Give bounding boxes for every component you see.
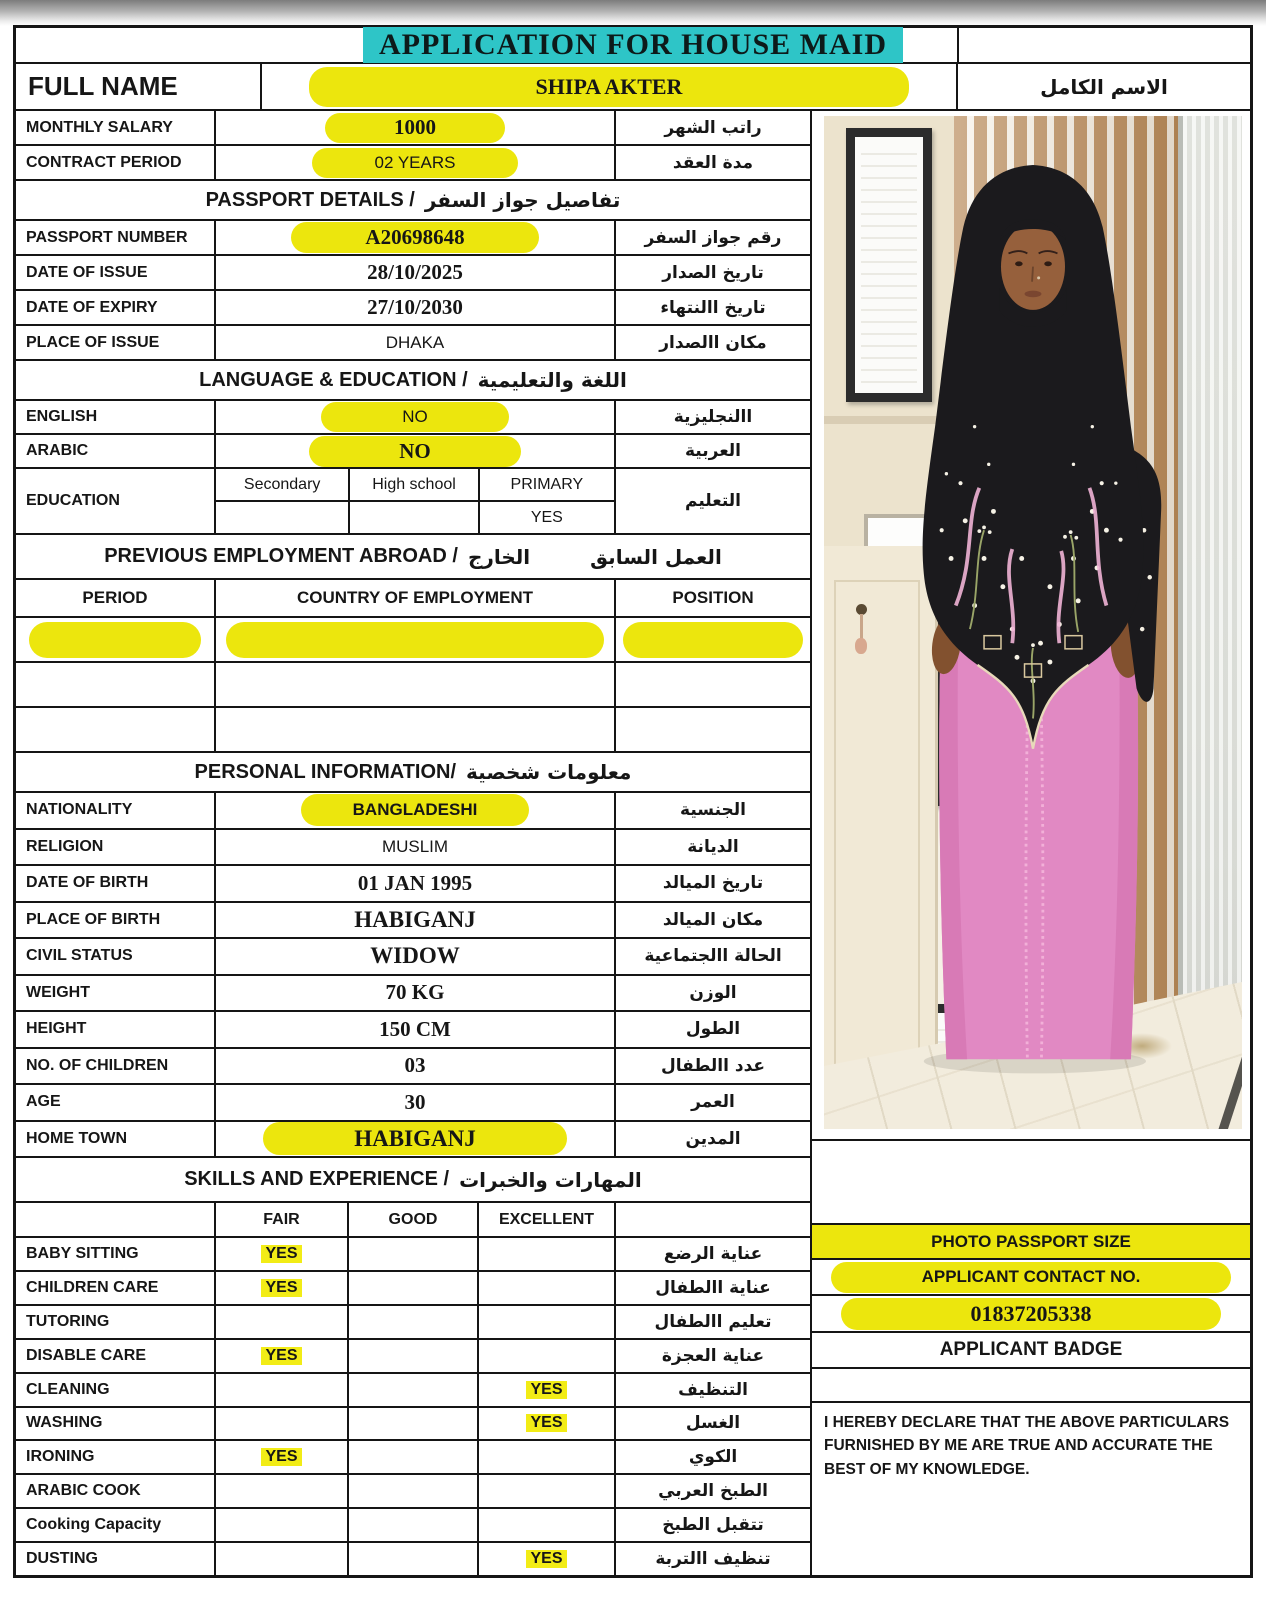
- arabic-label: ARABIC: [26, 442, 89, 459]
- date-of-birth-arabic: تاريخ الميالد: [662, 873, 764, 894]
- education-secondary-answer: [216, 502, 348, 533]
- personal-information-header-ar: معلومات شخصية: [466, 760, 632, 784]
- date-of-issue-arabic: تاريخ الصدار: [662, 262, 764, 283]
- religion-arabic: الديانة: [687, 836, 739, 857]
- passport-number-arabic: رقم جواز السفر: [644, 227, 782, 248]
- arabic-value-highlight: NO: [309, 436, 521, 467]
- home-town-arabic-cell: [614, 1122, 810, 1157]
- previous-employment-header-ar1: الخارج: [467, 544, 531, 569]
- place-of-issue-arabic-cell: [614, 326, 810, 359]
- washing-fair: [214, 1408, 347, 1440]
- baby-sitting-fair: YES: [261, 1245, 301, 1263]
- height-value: 150 CM: [214, 1012, 614, 1047]
- row-cooking-capacity: [16, 1509, 810, 1543]
- country-blank-highlight: [226, 622, 604, 658]
- row-civil-status: [16, 939, 810, 976]
- tutoring-arabic: تعليم االطفال: [654, 1311, 772, 1332]
- row-arabic-cook: [16, 1475, 810, 1509]
- washing-arabic: الغسل: [685, 1413, 741, 1434]
- column-excellent: EXCELLENT: [477, 1203, 614, 1236]
- cooking-capacity-good: [347, 1509, 477, 1541]
- row-place-of-birth: [16, 903, 810, 940]
- row-date-of-expiry: [16, 291, 810, 326]
- dusting-excellent: YES: [526, 1550, 566, 1568]
- date-of-birth-label: DATE OF BIRTH: [26, 874, 149, 892]
- previous-employment-row-2: [16, 663, 810, 708]
- full-name-arabic: الاسم الكامل: [1040, 74, 1168, 99]
- contract-period-value-highlight: 02 YEARS: [312, 148, 518, 178]
- column-position: POSITION: [614, 580, 810, 616]
- age-label: AGE: [26, 1093, 61, 1111]
- row-place-of-issue: [16, 326, 810, 361]
- place-of-birth-label: PLACE OF BIRTH: [26, 910, 161, 928]
- row-date-of-issue: [16, 256, 810, 291]
- date-of-expiry-label: DATE OF EXPIRY: [26, 298, 158, 316]
- english-arabic-cell: [614, 401, 810, 433]
- disable-care-fair: YES: [261, 1347, 301, 1365]
- personal-information-header-en: PERSONAL INFORMATION/: [194, 760, 457, 783]
- civil-status-arabic: الحالة االجتماعية: [644, 946, 782, 967]
- language-education-header: [16, 361, 810, 401]
- passport-details-header: [16, 181, 810, 221]
- monthly-salary-arabic-cell: [614, 111, 810, 144]
- row-arabic: [16, 435, 810, 469]
- application-form-sheet: [13, 25, 1253, 1578]
- column-period: PERIOD: [82, 588, 148, 607]
- row-contract-period: [16, 146, 810, 181]
- civil-status-arabic-cell: [614, 939, 810, 974]
- previous-employment-columns: [16, 580, 810, 618]
- skills-columns-blank: [16, 1203, 214, 1236]
- full-name-arabic-cell: [956, 64, 1250, 109]
- photo-gap-cell: [812, 1141, 1250, 1225]
- declaration-text: I HEREBY DECLARE THAT THE ABOVE PARTICULARS FURNISHED BY ME ARE TRUE AND ACCURATE THE BEST OF MY KNOWLEDGE.: [824, 1414, 1230, 1478]
- row-height: [16, 1012, 810, 1049]
- baby-sitting-good: [347, 1238, 477, 1270]
- date-of-expiry-arabic: تاريخ االنتهاء: [660, 297, 766, 318]
- row-cleaning: [16, 1374, 810, 1408]
- row-date-of-birth: [16, 866, 810, 903]
- children-arabic: عدد االطفال: [660, 1055, 766, 1076]
- place-of-birth-value: HABIGANJ: [214, 903, 614, 938]
- passport-number-value-highlight: A20698648: [291, 222, 539, 253]
- weight-label: WEIGHT: [26, 983, 90, 1001]
- home-town-value-highlight: HABIGANJ: [263, 1122, 567, 1155]
- baby-sitting-label: BABY SITTING: [26, 1244, 139, 1262]
- education-highschool-answer: [348, 502, 477, 533]
- nationality-value-highlight: BANGLADESHI: [301, 794, 529, 826]
- row-children: [16, 1049, 810, 1086]
- children-care-label: CHILDREN CARE: [26, 1278, 159, 1296]
- education-secondary: Secondary: [243, 475, 321, 493]
- applicant-photo: [824, 116, 1242, 1129]
- arabic-cook-label: ARABIC COOK: [26, 1482, 141, 1500]
- children-care-arabic: عناية االطفال: [655, 1277, 771, 1298]
- age-value: 30: [214, 1085, 614, 1120]
- english-value-highlight: NO: [321, 402, 509, 432]
- arabic-arabic-cell: [614, 435, 810, 467]
- language-education-header-en: LANGUAGE & EDUCATION /: [199, 368, 468, 391]
- row-monthly-salary: [16, 111, 810, 146]
- dusting-arabic: تنظيف االتربة: [655, 1549, 771, 1570]
- cooking-capacity-label: Cooking Capacity: [26, 1516, 162, 1534]
- cleaning-good: [347, 1374, 477, 1406]
- form-body: [16, 111, 1250, 1575]
- weight-value: 70 KG: [214, 976, 614, 1011]
- nationality-arabic: الجنسية: [680, 800, 746, 821]
- cleaning-label: CLEANING: [26, 1380, 110, 1398]
- education-arabic-cell: [614, 469, 810, 533]
- previous-employment-header-ar2: العمل السابق: [590, 544, 722, 569]
- contract-period-arabic: مدة العقد: [672, 152, 754, 173]
- ironing-label: IRONING: [26, 1448, 95, 1466]
- date-of-birth-arabic-cell: [614, 866, 810, 901]
- scan-top-shadow: [0, 0, 1266, 26]
- civil-status-label: CIVIL STATUS: [26, 947, 133, 965]
- english-arabic: االنجليزية: [673, 407, 753, 427]
- badge-gap-cell: [812, 1369, 1250, 1403]
- row-passport-number: [16, 221, 810, 256]
- applicant-figure: [824, 116, 1242, 1082]
- date-of-issue-value: 28/10/2025: [214, 256, 614, 289]
- date-of-expiry-arabic-cell: [614, 291, 810, 324]
- monthly-salary-value-cell: [214, 111, 614, 144]
- education-highschool: High school: [348, 469, 477, 500]
- contract-period-arabic-cell: [614, 146, 810, 179]
- previous-employment-row-1: [16, 618, 810, 663]
- full-name-value-highlight: SHIPA AKTER: [309, 67, 909, 107]
- row-nationality: [16, 793, 810, 830]
- contact-number-highlight: 01837205338: [841, 1298, 1221, 1330]
- disable-care-arabic: عناية العجزة: [661, 1345, 765, 1366]
- home-town-value-cell: [214, 1122, 614, 1157]
- applicant-contact-row: [812, 1260, 1250, 1296]
- education-block: [16, 469, 810, 535]
- column-country: COUNTRY OF EMPLOYMENT: [214, 580, 614, 616]
- language-education-header-ar: اللغة والتعليمية: [477, 368, 627, 392]
- declaration-box: [812, 1403, 1250, 1575]
- age-arabic: العمر: [691, 1092, 735, 1113]
- date-of-issue-arabic-cell: [614, 256, 810, 289]
- place-of-issue-value: DHAKA: [214, 326, 614, 359]
- cooking-capacity-excellent: [477, 1509, 614, 1541]
- english-value-cell: [214, 401, 614, 433]
- place-of-birth-arabic-cell: [614, 903, 810, 938]
- arabic-cook-fair: [214, 1475, 347, 1507]
- children-care-fair: YES: [261, 1279, 301, 1297]
- row-age: [16, 1085, 810, 1122]
- education-primary: PRIMARY: [478, 469, 614, 500]
- skills-header: [16, 1158, 810, 1203]
- arabic-cook-arabic: الطبخ العربي: [658, 1481, 768, 1502]
- photo-passport-size-label: PHOTO PASSPORT SIZE: [931, 1231, 1131, 1251]
- ironing-excellent: [477, 1441, 614, 1473]
- row-full-name: [16, 64, 1250, 111]
- monthly-salary-arabic: راتب الشهر: [664, 117, 762, 138]
- dusting-good: [347, 1543, 477, 1575]
- monthly-salary-value-highlight: 1000: [325, 113, 505, 143]
- weight-arabic: الوزن: [689, 982, 737, 1003]
- civil-status-value: WIDOW: [214, 939, 614, 974]
- monthly-salary-label: MONTHLY SALARY: [26, 118, 173, 136]
- arabic-cook-excellent: [477, 1475, 614, 1507]
- form-fields-column: [16, 111, 810, 1575]
- religion-arabic-cell: [614, 830, 810, 865]
- row-home-town: [16, 1122, 810, 1159]
- title-row-divider: [957, 28, 959, 62]
- passport-details-header-ar: تفاصيل جواز السفر: [424, 188, 621, 212]
- washing-excellent: YES: [526, 1414, 566, 1432]
- nationality-arabic-cell: [614, 793, 810, 828]
- passport-number-arabic-cell: [614, 221, 810, 254]
- tutoring-excellent: [477, 1306, 614, 1338]
- ironing-fair: YES: [261, 1448, 301, 1466]
- applicant-badge-row: [812, 1333, 1250, 1369]
- row-english: [16, 401, 810, 435]
- row-tutoring: [16, 1306, 810, 1340]
- tutoring-label: TUTORING: [26, 1312, 110, 1330]
- row-weight: [16, 976, 810, 1013]
- row-religion: [16, 830, 810, 867]
- weight-arabic-cell: [614, 976, 810, 1011]
- children-arabic-cell: [614, 1049, 810, 1084]
- tutoring-good: [347, 1306, 477, 1338]
- row-ironing: [16, 1441, 810, 1475]
- date-of-issue-label: DATE OF ISSUE: [26, 263, 148, 281]
- education-arabic: التعليم: [685, 491, 741, 511]
- full-name-value-cell: [260, 64, 956, 109]
- applicant-contact-label-highlight: APPLICANT CONTACT NO.: [831, 1262, 1231, 1293]
- applicant-badge-label: APPLICANT BADGE: [939, 1339, 1123, 1360]
- washing-label: WASHING: [26, 1414, 103, 1432]
- children-value: 03: [214, 1049, 614, 1084]
- row-disable-care: [16, 1340, 810, 1374]
- dusting-fair: [214, 1543, 347, 1575]
- cleaning-excellent: YES: [526, 1381, 566, 1399]
- passport-number-value-cell: [214, 221, 614, 254]
- disable-care-excellent: [477, 1340, 614, 1372]
- children-label: NO. OF CHILDREN: [26, 1056, 169, 1074]
- row-washing: [16, 1408, 810, 1442]
- home-town-label: HOME TOWN: [26, 1129, 128, 1147]
- photo-and-declaration-column: [810, 111, 1250, 1575]
- cleaning-arabic: التنظيف: [678, 1379, 748, 1400]
- disable-care-label: DISABLE CARE: [26, 1346, 147, 1364]
- row-dusting: [16, 1543, 810, 1575]
- row-children-care: [16, 1272, 810, 1306]
- place-of-issue-label: PLACE OF ISSUE: [26, 333, 160, 351]
- page-title: APPLICATION FOR HOUSE MAID: [363, 27, 903, 63]
- contact-number-row: [812, 1296, 1250, 1333]
- row-baby-sitting: [16, 1238, 810, 1272]
- cooking-capacity-fair: [214, 1509, 347, 1541]
- period-blank-highlight: [29, 622, 201, 658]
- form-title-row: [16, 28, 1250, 64]
- height-arabic-cell: [614, 1012, 810, 1047]
- contract-period-label: CONTRACT PERIOD: [26, 153, 182, 171]
- children-care-excellent: [477, 1272, 614, 1304]
- applicant-photo-cell: [812, 111, 1250, 1141]
- disable-care-good: [347, 1340, 477, 1372]
- place-of-issue-arabic: مكان االصدار: [659, 332, 767, 353]
- education-grid: [214, 469, 614, 533]
- place-of-birth-arabic: مكان الميالد: [662, 909, 764, 930]
- arabic-cook-good: [347, 1475, 477, 1507]
- cleaning-fair: [214, 1374, 347, 1406]
- skills-header-ar: المهارات والخبرات: [459, 1167, 642, 1192]
- passport-number-label: PASSPORT NUMBER: [26, 228, 188, 246]
- age-arabic-cell: [614, 1085, 810, 1120]
- baby-sitting-arabic: عناية الرضع: [663, 1243, 763, 1264]
- date-of-expiry-value: 27/10/2030: [214, 291, 614, 324]
- height-label: HEIGHT: [26, 1020, 87, 1038]
- dusting-label: DUSTING: [26, 1550, 98, 1568]
- education-primary-answer: YES: [478, 502, 614, 533]
- photo-passport-size-row: [812, 1225, 1250, 1260]
- ironing-good: [347, 1441, 477, 1473]
- children-care-good: [347, 1272, 477, 1304]
- previous-employment-header-en: PREVIOUS EMPLOYMENT ABROAD /: [104, 545, 458, 567]
- skills-columns: [16, 1203, 810, 1238]
- skills-columns-arabic: [614, 1203, 810, 1236]
- position-blank-highlight: [623, 622, 803, 658]
- date-of-birth-value: 01 JAN 1995: [214, 866, 614, 901]
- baby-sitting-excellent: [477, 1238, 614, 1270]
- arabic-value-cell: [214, 435, 614, 467]
- column-good: GOOD: [347, 1203, 477, 1236]
- passport-details-header-en: PASSPORT DETAILS /: [205, 188, 415, 211]
- ironing-arabic: الكوي: [688, 1447, 738, 1468]
- tutoring-fair: [214, 1306, 347, 1338]
- height-arabic: الطول: [685, 1019, 741, 1040]
- education-label: EDUCATION: [26, 492, 120, 509]
- skills-header-en: SKILLS AND EXPERIENCE /: [184, 1168, 450, 1190]
- washing-good: [347, 1408, 477, 1440]
- arabic-arabic: العربية: [684, 441, 741, 461]
- religion-value: MUSLIM: [214, 830, 614, 865]
- nationality-label: NATIONALITY: [26, 801, 133, 819]
- contract-period-value-cell: [214, 146, 614, 179]
- english-label: ENGLISH: [26, 408, 98, 425]
- personal-information-header: [16, 753, 810, 793]
- previous-employment-header: [16, 535, 810, 580]
- full-name-label: FULL NAME: [28, 71, 178, 101]
- nationality-value-cell: [214, 793, 614, 828]
- cooking-capacity-arabic: تتقبل الطبخ: [662, 1515, 764, 1536]
- religion-label: RELIGION: [26, 837, 104, 855]
- previous-employment-row-3: [16, 708, 810, 753]
- home-town-arabic: المدين: [685, 1128, 741, 1149]
- column-fair: FAIR: [214, 1203, 347, 1236]
